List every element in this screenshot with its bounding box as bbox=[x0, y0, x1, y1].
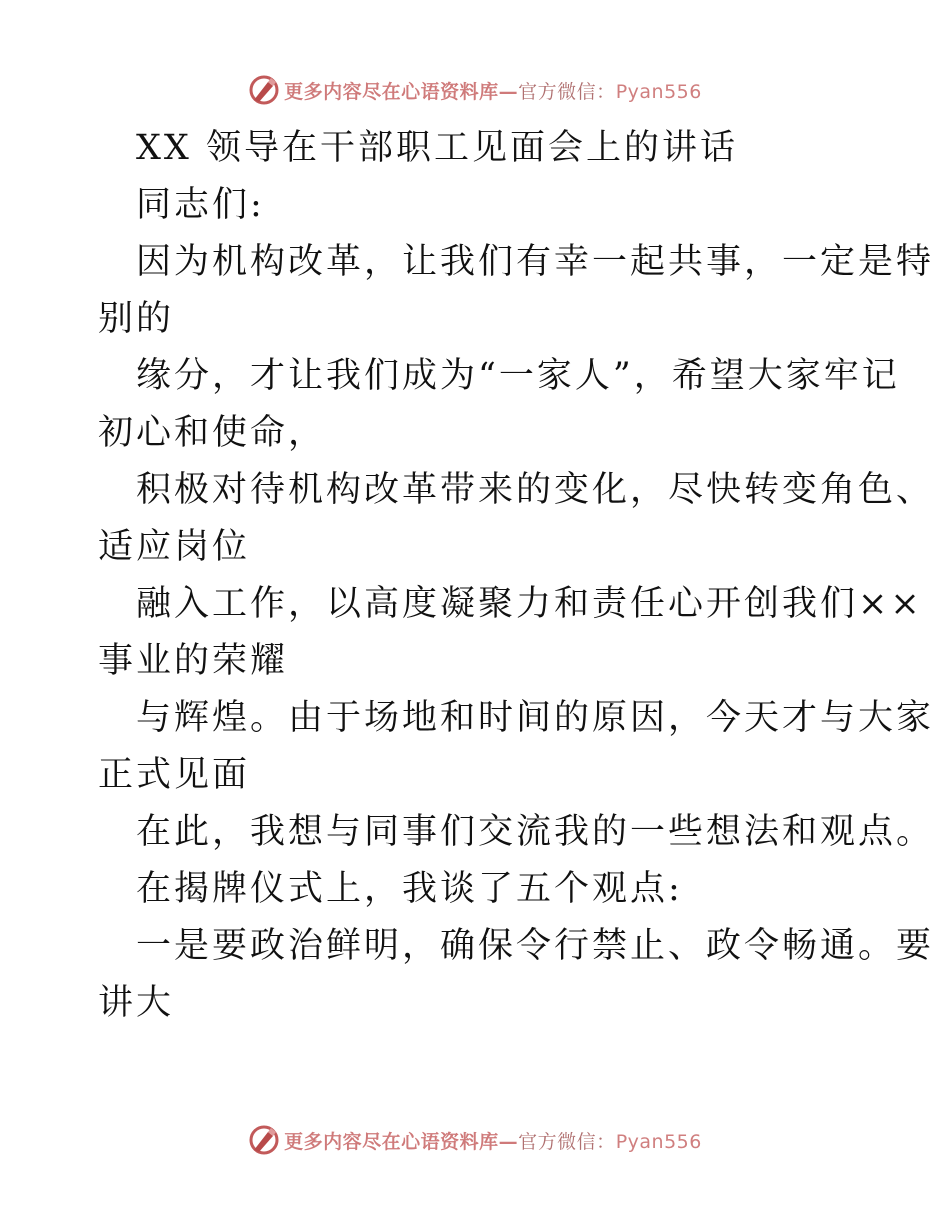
paragraph-line: 一是要政治鲜明，确保令行禁止、政令畅通。要 bbox=[136, 926, 935, 966]
footer-banner-title: 更多内容尽在心语资料库 bbox=[284, 1130, 499, 1153]
paragraph-line: 因为机构改革，让我们有幸一起共事，一定是特 bbox=[136, 242, 935, 282]
header-banner-wechat-label: 官方微信： bbox=[518, 80, 616, 103]
footer-banner-text bbox=[284, 1127, 702, 1154]
paragraph-line: 缘分，才让我们成为“一家人”，希望大家牢记 bbox=[136, 356, 900, 396]
paragraph-line: 初心和使命， bbox=[98, 413, 327, 453]
footer-banner-wechat-label: 官方微信： bbox=[518, 1130, 616, 1153]
header-banner bbox=[0, 70, 950, 110]
paragraph-line: 在揭牌仪式上，我谈了五个观点: bbox=[136, 869, 683, 909]
pen-logo-icon bbox=[248, 1124, 280, 1156]
header-banner-dash: — bbox=[498, 80, 519, 103]
paragraph-line: 事业的荣耀 bbox=[98, 641, 289, 681]
header-banner-title: 更多内容尽在心语资料库 bbox=[284, 80, 499, 103]
paragraph-line: 融入工作，以高度凝聚力和责任心开创我们×× bbox=[136, 584, 923, 624]
document-title: XX 领导在干部职工见面会上的讲话 bbox=[136, 128, 738, 168]
pen-logo-icon bbox=[248, 74, 280, 106]
document-body bbox=[98, 120, 935, 1032]
paragraph-line: 适应岗位 bbox=[98, 527, 251, 567]
paragraph-line: 讲大 bbox=[98, 983, 175, 1023]
paragraph-line: 与辉煌。由于场地和时间的原因，今天才与大家 bbox=[136, 698, 935, 738]
footer-banner bbox=[0, 1120, 950, 1160]
footer-banner-dash: — bbox=[498, 1130, 519, 1153]
salutation: 同志们: bbox=[136, 185, 265, 225]
paragraph-line: 在此，我想与同事们交流我的一些想法和观点。 bbox=[136, 812, 935, 852]
footer-banner-wechat-id: Pyan556 bbox=[615, 1130, 702, 1153]
paragraph-line: 别的 bbox=[98, 299, 175, 339]
header-banner-text bbox=[284, 77, 702, 104]
paragraph-line: 正式见面 bbox=[98, 755, 251, 795]
paragraph-line: 积极对待机构改革带来的变化，尽快转变角色、 bbox=[136, 470, 935, 510]
header-banner-wechat-id: Pyan556 bbox=[615, 80, 702, 103]
